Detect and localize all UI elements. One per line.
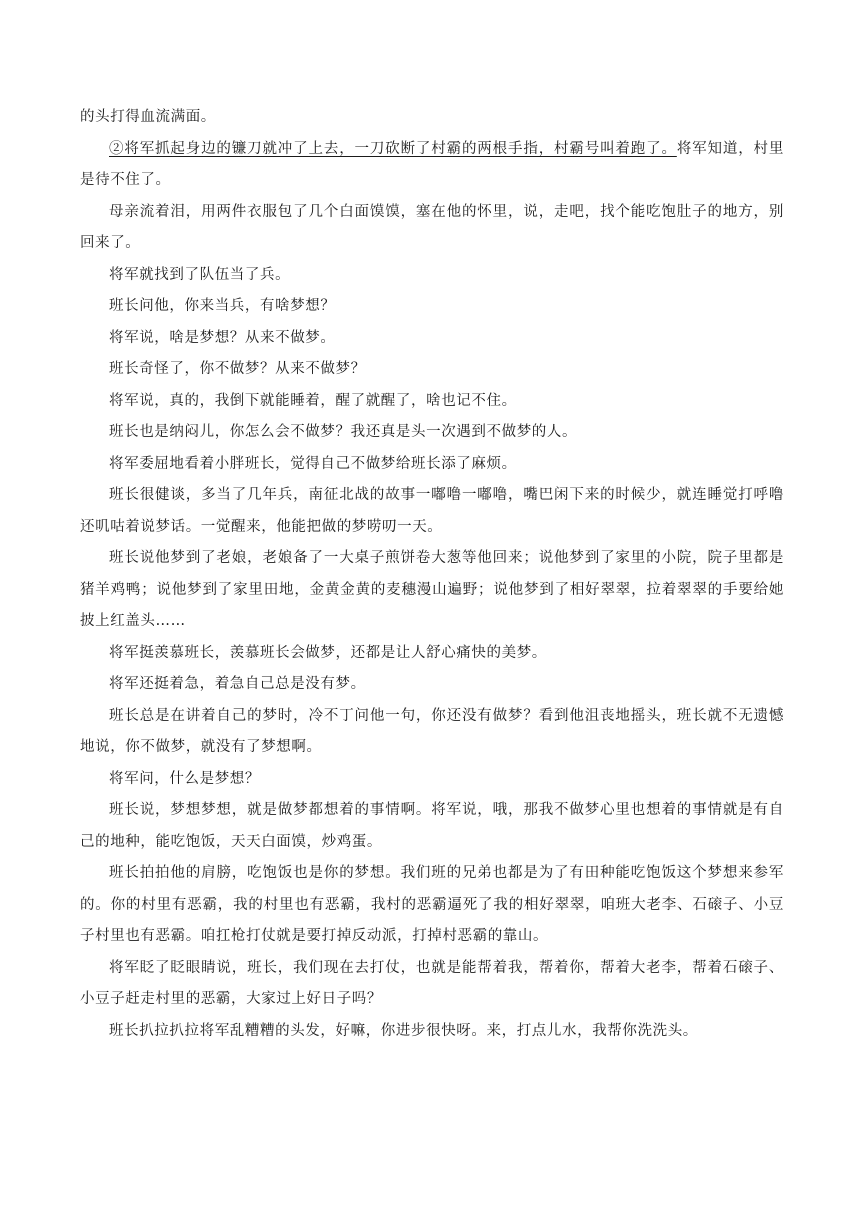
paragraph: 将军委屈地看着小胖班长，觉得自己不做梦给班长添了麻烦。 (109, 455, 517, 472)
paragraph-text: 将军知道，村里是待不住了。 (80, 140, 784, 188)
paragraph: 班长扒拉扒拉将军乱糟糟的头发，好嘛，你进步很快呀。来，打点儿水，我帮你洗洗头。 (109, 1022, 698, 1039)
paragraph: 班长奇怪了，你不做梦？从来不做梦？ (109, 361, 366, 377)
paragraph: 班长也是纳闷儿，你怎么会不做梦？我还真是头一次遇到不做梦的人。 (109, 424, 578, 440)
paragraph: 将军说，真的，我倒下就能睡着，醒了就醒了，啥也记不住。 (109, 392, 517, 409)
article-body (80, 102, 784, 1047)
paragraph: 班长总是在讲着自己的梦时，冷不丁问他一句，你还没有做梦？看到他沮丧地摇头，班长就不无遗憾地说，你不做梦，就没有了梦想啊。 (80, 707, 784, 755)
underlined-sentence: ②将军抓起身边的镰刀就冲了上去，一刀砍断了村霸的两根手指，村霸号叫着跑了。 (109, 140, 677, 157)
paragraph: 班长说他梦到了老娘，老娘备了一大桌子煎饼卷大葱等他回来；说他梦到了家里的小院，院子里都是猪羊鸡鸭；说他梦到了家里田地，金黄金黄的麦穗漫山遍野；说他梦到了相好翠翠，拉着翠翠的手要给她披上红盖头…… (80, 550, 784, 629)
paragraph: 母亲流着泪，用两件衣服包了几个白面馍馍，塞在他的怀里，说，走吧，找个能吃饱肚子的地方，别回来了。 (80, 203, 784, 251)
paragraph: 的头打得血流满面。 (80, 109, 216, 125)
paragraph: 将军挺羡慕班长，羡慕班长会做梦，还都是让人舒心痛快的美梦。 (109, 644, 547, 661)
paragraph: 将军问，什么是梦想？ (109, 770, 260, 787)
paragraph: 将军眨了眨眼睛说，班长，我们现在去打仗，也就是能帮着我，帮着你，帮着大老李，帮着石磙子、小豆子赶走村里的恶霸，大家过上好日子吗？ (80, 959, 784, 1007)
paragraph: 班长很健谈，多当了几年兵，南征北战的故事一嘟噜一嘟噜，嘴巴闲下来的时候少，就连睡觉打呼噜还叽咕着说梦话。一觉醒来，他能把做的梦唠叨一天。 (80, 487, 784, 535)
paragraph: 班长说，梦想梦想，就是做梦都想着的事情啊。将军说，哦，那我不做梦心里也想着的事情就是有自己的地种，能吃饱饭，天天白面馍，炒鸡蛋。 (80, 802, 784, 850)
paragraph: 班长问他，你来当兵，有啥梦想？ (109, 298, 336, 314)
paragraph: 将军说，啥是梦想？从来不做梦。 (109, 329, 336, 346)
paragraph: 班长拍拍他的肩膀，吃饱饭也是你的梦想。我们班的兄弟也都是为了有田种能吃饱饭这个梦想来参军的。你的村里有恶霸，我的村里也有恶霸，我村的恶霸逼死了我的相好翠翠，咱班大老李、石磙子、小豆子村里也有恶霸。咱扛枪打仗就是要打掉反动派，打掉村恶霸的靠山。 (80, 865, 784, 944)
paragraph (80, 134, 784, 197)
paragraph: 将军就找到了队伍当了兵。 (109, 266, 291, 283)
paragraph: 将军还挺着急，着急自己总是没有梦。 (109, 676, 366, 692)
